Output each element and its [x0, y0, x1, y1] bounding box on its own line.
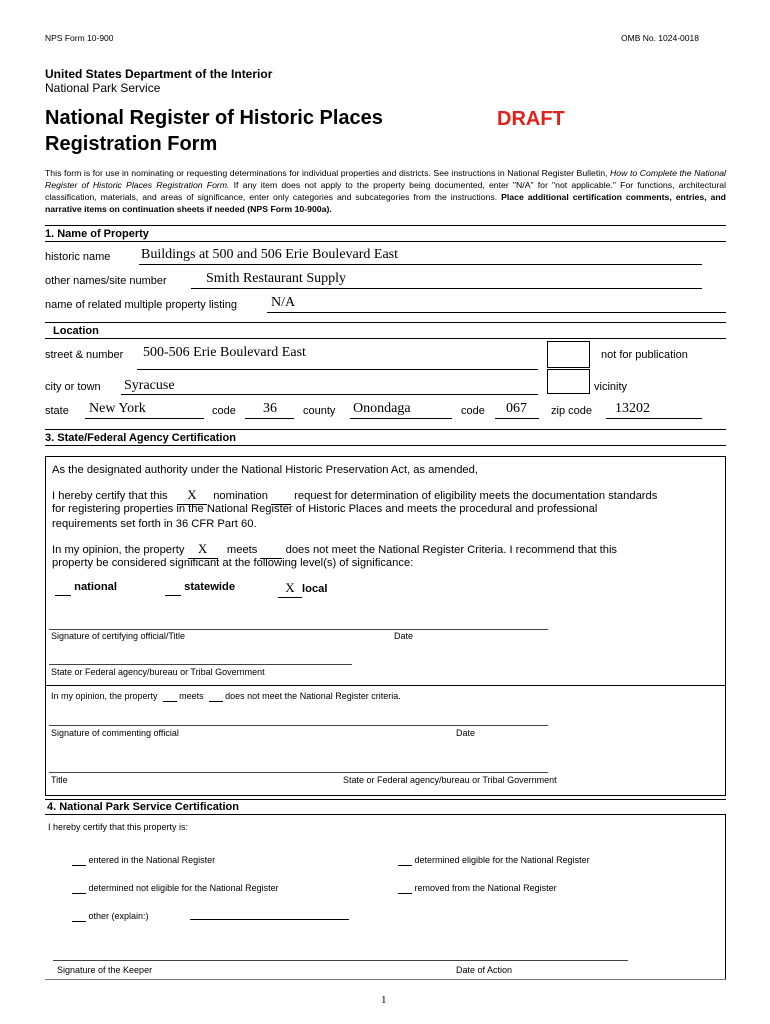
section2-top-rule — [45, 322, 726, 323]
comment-separator — [45, 685, 726, 686]
multiple-listing-label: name of related multiple property listing — [45, 299, 237, 311]
certification-box-top — [45, 456, 726, 457]
other-names-line — [191, 288, 702, 289]
city-label: city or town — [45, 381, 101, 393]
multiple-listing-field[interactable]: N/A — [271, 295, 296, 310]
county-code-line — [495, 418, 539, 419]
form-number: NPS Form 10-900 — [45, 33, 114, 43]
state-code-line — [245, 418, 294, 419]
county-code-field[interactable]: 067 — [506, 401, 527, 416]
zip-field[interactable]: 13202 — [615, 401, 650, 416]
location-heading: Location — [53, 325, 99, 337]
national-blank[interactable] — [55, 580, 71, 596]
date2-label: Date — [456, 728, 476, 738]
certify-line3: requirements set forth in 36 CFR Part 60. — [52, 518, 257, 530]
level-national: national — [55, 580, 117, 596]
determined-eligible-blank[interactable] — [398, 855, 412, 866]
sig-official-label: Signature of certifying official/Title — [51, 631, 186, 641]
sig-commenting-label: Signature of commenting official — [51, 728, 179, 738]
keeper-sig-label: Signature of the Keeper — [57, 965, 153, 975]
multiple-listing-line — [267, 312, 726, 313]
state-code-field[interactable]: 36 — [263, 401, 277, 416]
agency-line — [49, 664, 352, 665]
section1-top-rule — [45, 225, 726, 226]
other-blank[interactable] — [72, 911, 86, 922]
historic-name-label: historic name — [45, 251, 111, 263]
opt-other: other (explain:) — [72, 911, 149, 922]
level-local: X local — [278, 580, 328, 598]
section3-heading-rule — [45, 445, 726, 446]
date-action-label: Date of Action — [456, 965, 513, 975]
keeper-certify-text: I hereby certify that this property is: — [48, 822, 189, 832]
page-number: 1 — [381, 994, 387, 1006]
section2-heading-rule — [45, 338, 726, 339]
street-field[interactable]: 500-506 Erie Boulevard East — [143, 345, 306, 360]
sig-commenting-line — [49, 725, 548, 726]
authority-statement: As the designated authority under the National Historic Preservation Act, as amended, — [52, 464, 478, 476]
county-line — [350, 418, 452, 419]
historic-name-line — [139, 264, 702, 265]
zip-line — [606, 418, 702, 419]
certify-line2: for registering properties in the National Register of Historic Places and meets the procedural and professional — [52, 503, 598, 515]
street-label: street & number — [45, 349, 124, 361]
comment-meets-blank[interactable] — [163, 691, 177, 702]
city-line — [121, 394, 538, 395]
sig-official-line — [49, 629, 548, 630]
section4-heading: 4. National Park Service Certification — [47, 801, 239, 813]
section4-heading-rule — [45, 814, 726, 815]
title-label: Title — [51, 775, 68, 785]
section3-top-rule — [45, 429, 726, 430]
agency2-label: State or Federal agency/bureau or Tribal Government — [343, 775, 557, 785]
comment-opinion: In my opinion, the property meets does not meet the National Register criteria. — [51, 691, 401, 701]
nomination-mark[interactable]: X — [187, 487, 197, 502]
opt-determined-eligible: determined eligible for the National Register — [398, 855, 590, 866]
opinion-line1: In my opinion, the property X meets does not meet the National Register Criteria. I recommend that this — [52, 541, 617, 559]
statewide-blank[interactable] — [165, 580, 181, 596]
vicinity-checkbox[interactable] — [547, 369, 590, 394]
removed-blank[interactable] — [398, 883, 412, 894]
department-name: United States Department of the Interior — [45, 67, 273, 81]
meets-mark[interactable]: X — [197, 541, 208, 556]
state-code-label: code — [212, 405, 236, 417]
not-eligible-blank[interactable] — [72, 883, 86, 894]
entered-blank[interactable] — [72, 855, 86, 866]
keeper-sig-line — [53, 960, 628, 961]
date-label: Date — [394, 631, 414, 641]
section4-bottom-rule — [45, 979, 726, 980]
title-line — [49, 772, 548, 773]
section1-heading-rule — [45, 241, 726, 242]
omb-number: OMB No. 1024-0018 — [621, 33, 699, 43]
other-names-label: other names/site number — [45, 275, 167, 287]
draft-stamp: DRAFT — [497, 108, 565, 130]
opt-entered: entered in the National Register — [72, 855, 215, 866]
county-field[interactable]: Onondaga — [353, 401, 411, 416]
state-label: state — [45, 405, 69, 417]
local-mark[interactable]: X — [285, 580, 295, 595]
street-line — [137, 369, 538, 370]
agency-label: State or Federal agency/bureau or Tribal Government — [51, 667, 265, 677]
not-for-publication-checkbox[interactable] — [547, 341, 590, 368]
service-name: National Park Service — [45, 81, 161, 95]
other-names-field[interactable]: Smith Restaurant Supply — [206, 271, 346, 286]
form-title-line1: National Register of Historic Places — [45, 107, 383, 129]
city-field[interactable]: Syracuse — [124, 378, 175, 393]
county-label: county — [303, 405, 336, 417]
level-statewide: statewide — [165, 580, 235, 596]
other-explain-line[interactable] — [190, 919, 349, 920]
form-instructions: This form is for use in nominating or requesting determinations for individual properties and districts. See instructions in National Register Bulletin, How to Complete the National Register of Historic Places Registration Form. If any item does not apply to the property being documented, enter "N/A" for "not applicable." For functions, architectural classification, materials, and areas of significance, enter only categories and subcategories from the instructions. Place additional certification comments, entries, and narrative items on continuation sheets if needed (NPS Form 10-900a). — [45, 168, 726, 214]
state-line — [85, 418, 204, 419]
state-field[interactable]: New York — [89, 401, 146, 416]
section4-right-border — [725, 814, 726, 980]
form-title-line2: Registration Form — [45, 133, 218, 155]
certify-line1: I hereby certify that this X nomination request for determination of eligibility meets the documentation standards — [52, 487, 657, 505]
opinion-line2: property be considered significant at the following level(s) of significance: — [52, 557, 414, 569]
section1-heading: 1. Name of Property — [45, 228, 149, 240]
section3-heading: 3. State/Federal Agency Certification — [45, 432, 236, 444]
not-for-publication-label: not for publication — [601, 349, 688, 361]
comment-not-meet-blank[interactable] — [209, 691, 223, 702]
opt-not-eligible: determined not eligible for the National Register — [72, 883, 279, 894]
opt-removed: removed from the National Register — [398, 883, 557, 894]
historic-name-field[interactable]: Buildings at 500 and 506 Erie Boulevard East — [141, 247, 399, 262]
vicinity-label: vicinity — [594, 381, 628, 393]
section4-top-rule — [45, 799, 726, 800]
county-code-label: code — [461, 405, 485, 417]
zip-label: zip code — [551, 405, 592, 417]
